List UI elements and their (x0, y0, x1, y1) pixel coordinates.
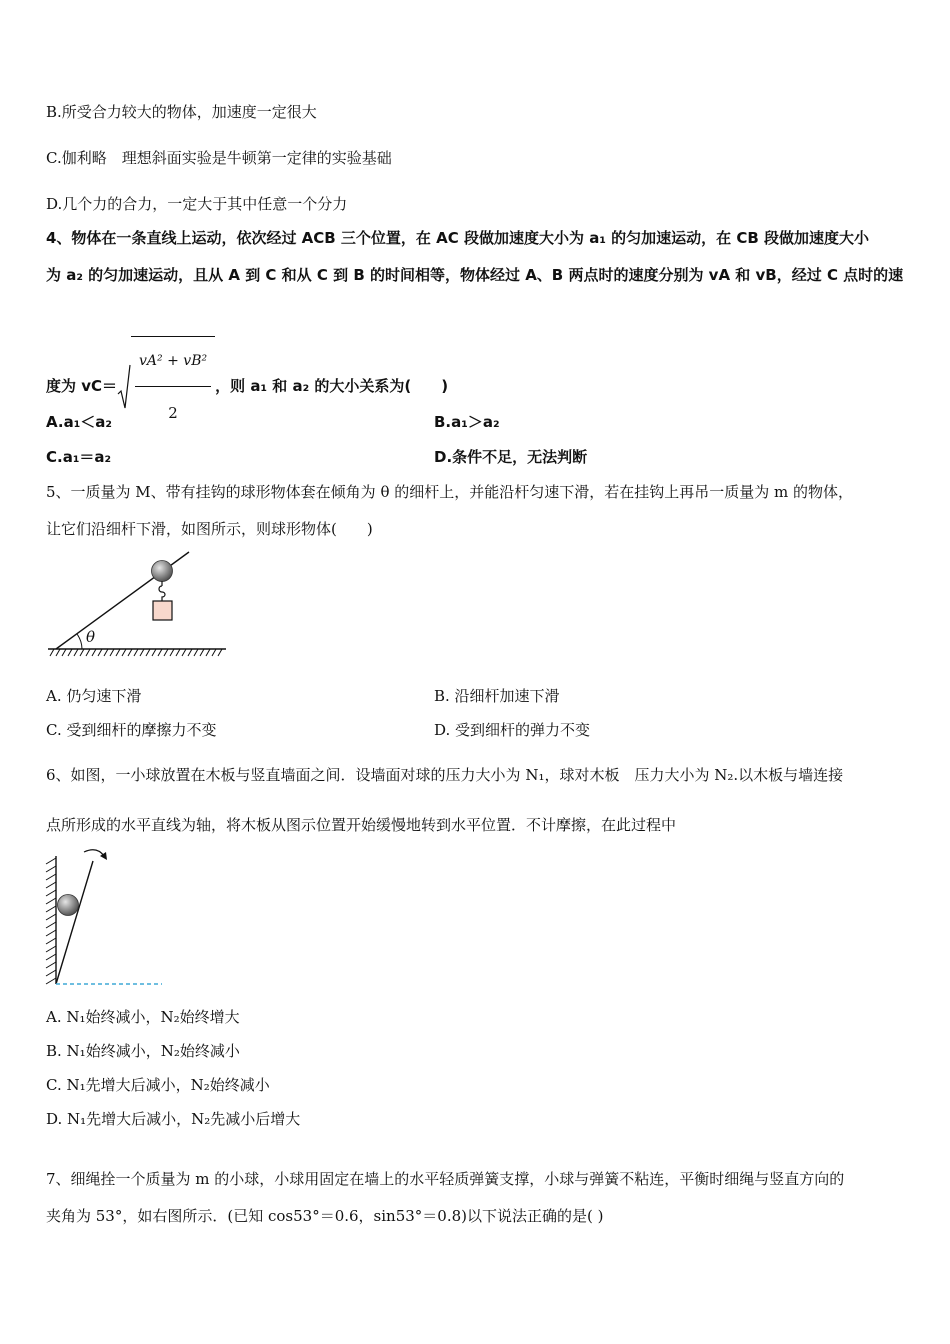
fraction (135, 337, 211, 437)
q4-stem-line1: 4、物体在一条直线上运动，依次经过 ACB 三个位置，在 AC 段做加速度大小为 a₁ 的匀加速运动，在 CB 段做加速度大小 (46, 229, 870, 247)
incline-rod-diagram (44, 548, 234, 660)
q4-line3-suffix: ，则 a₁ 和 a₂ 的大小关系为( ) (215, 377, 449, 395)
hanging-block (153, 601, 172, 620)
q3-option-d: D.几个力的合力，一定大于其中任意一个分力 (46, 195, 348, 213)
q5-option-d: D. 受到细杆的弹力不变 (434, 721, 591, 739)
q6-option-a: A. N₁始终减小，N₂始终增大 (46, 1008, 240, 1026)
wall-board-diagram (42, 844, 167, 992)
ball-on-rod (152, 561, 173, 582)
sqrt-formula (117, 336, 215, 437)
q5-option-b: B. 沿细杆加速下滑 (434, 687, 560, 705)
board (56, 861, 93, 984)
ball-between-wall-and-board (58, 895, 79, 916)
fraction-numerator: vA² + vB² (135, 337, 211, 387)
q6-option-b: B. N₁始终减小，N₂始终减小 (46, 1042, 240, 1060)
q7-stem-line2: 夹角为 53°，如右图所示．(已知 cos53°＝0.6，sin53°＝0.8)以下说法正确的是( ) (46, 1207, 604, 1225)
wall-hatching (46, 856, 56, 984)
q6-stem-line2: 点所形成的水平直线为轴，将木板从图示位置开始缓慢地转到水平位置．不计摩擦，在此过程中 (46, 816, 677, 834)
angle-theta-label: θ (86, 628, 96, 646)
q6-stem-line1: 6、如图，一小球放置在木板与竖直墙面之间．设墙面对球的压力大小为 N₁，球对木板 压力大小为 N₂.以木板与墙连接 (46, 766, 844, 784)
q6-option-c: C. N₁先增大后减小，N₂始终减小 (46, 1076, 270, 1094)
ground-hatching (48, 649, 226, 656)
rotation-arrow-icon (84, 850, 104, 856)
q4-option-d: D.条件不足，无法判断 (434, 448, 588, 466)
q4-option-a: A.a₁＜a₂ (46, 413, 112, 431)
q3-option-b: B.所受合力较大的物体，加速度一定很大 (46, 103, 317, 121)
hook (159, 581, 165, 601)
q6-option-d: D. N₁先增大后减小，N₂先减小后增大 (46, 1110, 301, 1128)
fraction-denominator: 2 (168, 404, 178, 422)
q3-option-c: C.伽利略 理想斜面实验是牛顿第一定律的实验基础 (46, 149, 392, 167)
angle-arc (77, 634, 82, 649)
q5-option-a: A. 仍匀速下滑 (46, 687, 142, 705)
q4-option-c: C.a₁＝a₂ (46, 448, 112, 466)
q5-option-c: C. 受到细杆的摩擦力不变 (46, 721, 217, 739)
q5-stem-line1: 5、一质量为 M、带有挂钩的球形物体套在倾角为 θ 的细杆上，并能沿杆匀速下滑，若在挂钩上再吊一质量为 m 的物体， (46, 483, 854, 501)
radical-sign-icon (117, 364, 131, 410)
q4-stem-line2: 为 a₂ 的匀加速运动，且从 A 到 C 和从 C 到 B 的时间相等，物体经过 A、B 两点时的速度分别为 vA 和 vB，经过 C 点时的速 (46, 266, 904, 284)
q4-line3-prefix: 度为 vC＝ (46, 377, 118, 395)
q5-stem-line2: 让它们沿细杆下滑，如图所示，则球形物体( ) (46, 520, 373, 538)
q4-option-b: B.a₁＞a₂ (434, 413, 500, 431)
q7-stem-line1: 7、细绳拴一个质量为 m 的小球，小球用固定在墙上的水平轻质弹簧支撑，小球与弹簧不粘连，平衡时细绳与竖直方向的 (46, 1170, 845, 1188)
